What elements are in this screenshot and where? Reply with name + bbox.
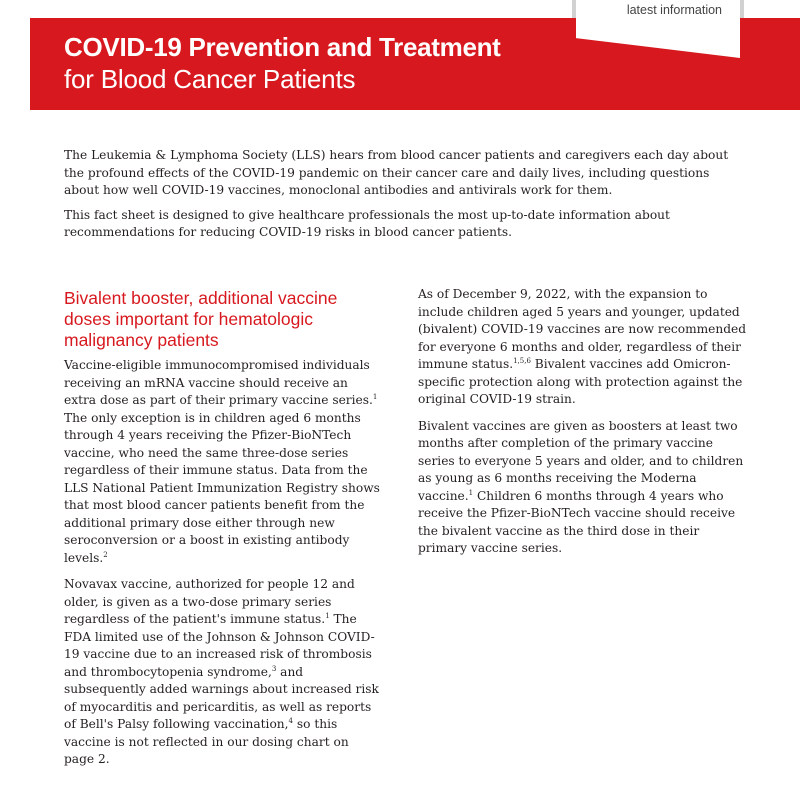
text-run: The only exception is in children aged 6 months through 4 years receiving the Pfizer-BioNTech vaccine, who need the same three-dose series regardless of their immune status. Data from the LLS National Patient Immunization Registry shows that most blood cancer patients benefit from the additional primary dose either through new seroconversion or a boost in existing antibody levels. — [64, 410, 380, 565]
footnote-ref: 1 — [468, 488, 474, 497]
text-run: so this vaccine is not reflected in our dosing chart on page 2. — [64, 717, 349, 766]
right-column — [418, 286, 748, 567]
text-run: Bivalent vaccines add Omicron-specific protection along with protection against the original COVID-19 strain. — [418, 357, 743, 406]
text-run: Children 6 months through 4 years who receive the Pfizer-BioNTech vaccine should receive the bivalent vaccine as the third dose in their primary vaccine series. — [418, 488, 736, 555]
left-paragraph-1 — [64, 357, 382, 567]
footnote-ref: 2 — [103, 550, 108, 559]
right-paragraph-2 — [418, 418, 748, 558]
left-paragraph-2 — [64, 576, 382, 769]
page-subtitle: for Blood Cancer Patients — [64, 64, 356, 94]
section-heading: Bivalent booster, additional vaccine doses important for hematologic malignancy patients — [64, 288, 338, 350]
intro-paragraph-2: This fact sheet is designed to give healthcare professionals the most up-to-date information about recommendations for reducing COVID-19 risks in blood cancer patients. — [64, 207, 670, 239]
left-column — [64, 288, 382, 778]
update-flag-text: latest information — [626, 3, 722, 17]
text-run: The FDA limited use of the Johnson & Johnson COVID-19 vaccine due to an increased risk of thrombosis and thrombocytopenia syndrome, — [64, 612, 375, 679]
footnote-ref: 3 — [271, 664, 277, 673]
footnote-ref: 1 — [372, 392, 378, 401]
text-run: Bivalent vaccines are given as boosters at least two months after completion of the primary vaccine series to everyone 5 years and older, and to children as young as 6 months receiving the Moderna vaccine. — [418, 418, 744, 503]
text-run: Vaccine-eligible immunocompromised individuals receiving an mRNA vaccine should receive an extra dose as part of their primary vaccine series. — [64, 358, 373, 407]
footnote-ref: 1,5,6 — [513, 356, 531, 365]
page-title: COVID-19 Prevention and Treatment — [64, 32, 501, 62]
text-run: and subsequently added warnings about increased risk of myocarditis and pericarditis, as well as reports of Bell's Palsy following vaccination, — [64, 664, 379, 731]
intro-section — [64, 147, 744, 249]
text-run: Novavax vaccine, authorized for people 12 and older, is given as a two-dose primary series regardless of the patient's immune status. — [64, 577, 355, 626]
right-paragraph-1 — [418, 286, 748, 409]
footnote-ref: 4 — [288, 716, 293, 725]
intro-paragraph-1: The Leukemia & Lymphoma Society (LLS) hears from blood cancer patients and caregivers each day about the profound effects of the COVID-19 pandemic on their cancer care and daily lives, including questions about how well COVID-19 vaccines, monoclonal antibodies and antivirals work for them. — [64, 148, 729, 197]
text-run: As of December 9, 2022, with the expansion to include children aged 5 years and younger, updated (bivalent) COVID-19 vaccines are now recommended for everyone 6 months and older, regardless of their immune status. — [418, 287, 747, 371]
footnote-ref: 1 — [325, 611, 330, 620]
